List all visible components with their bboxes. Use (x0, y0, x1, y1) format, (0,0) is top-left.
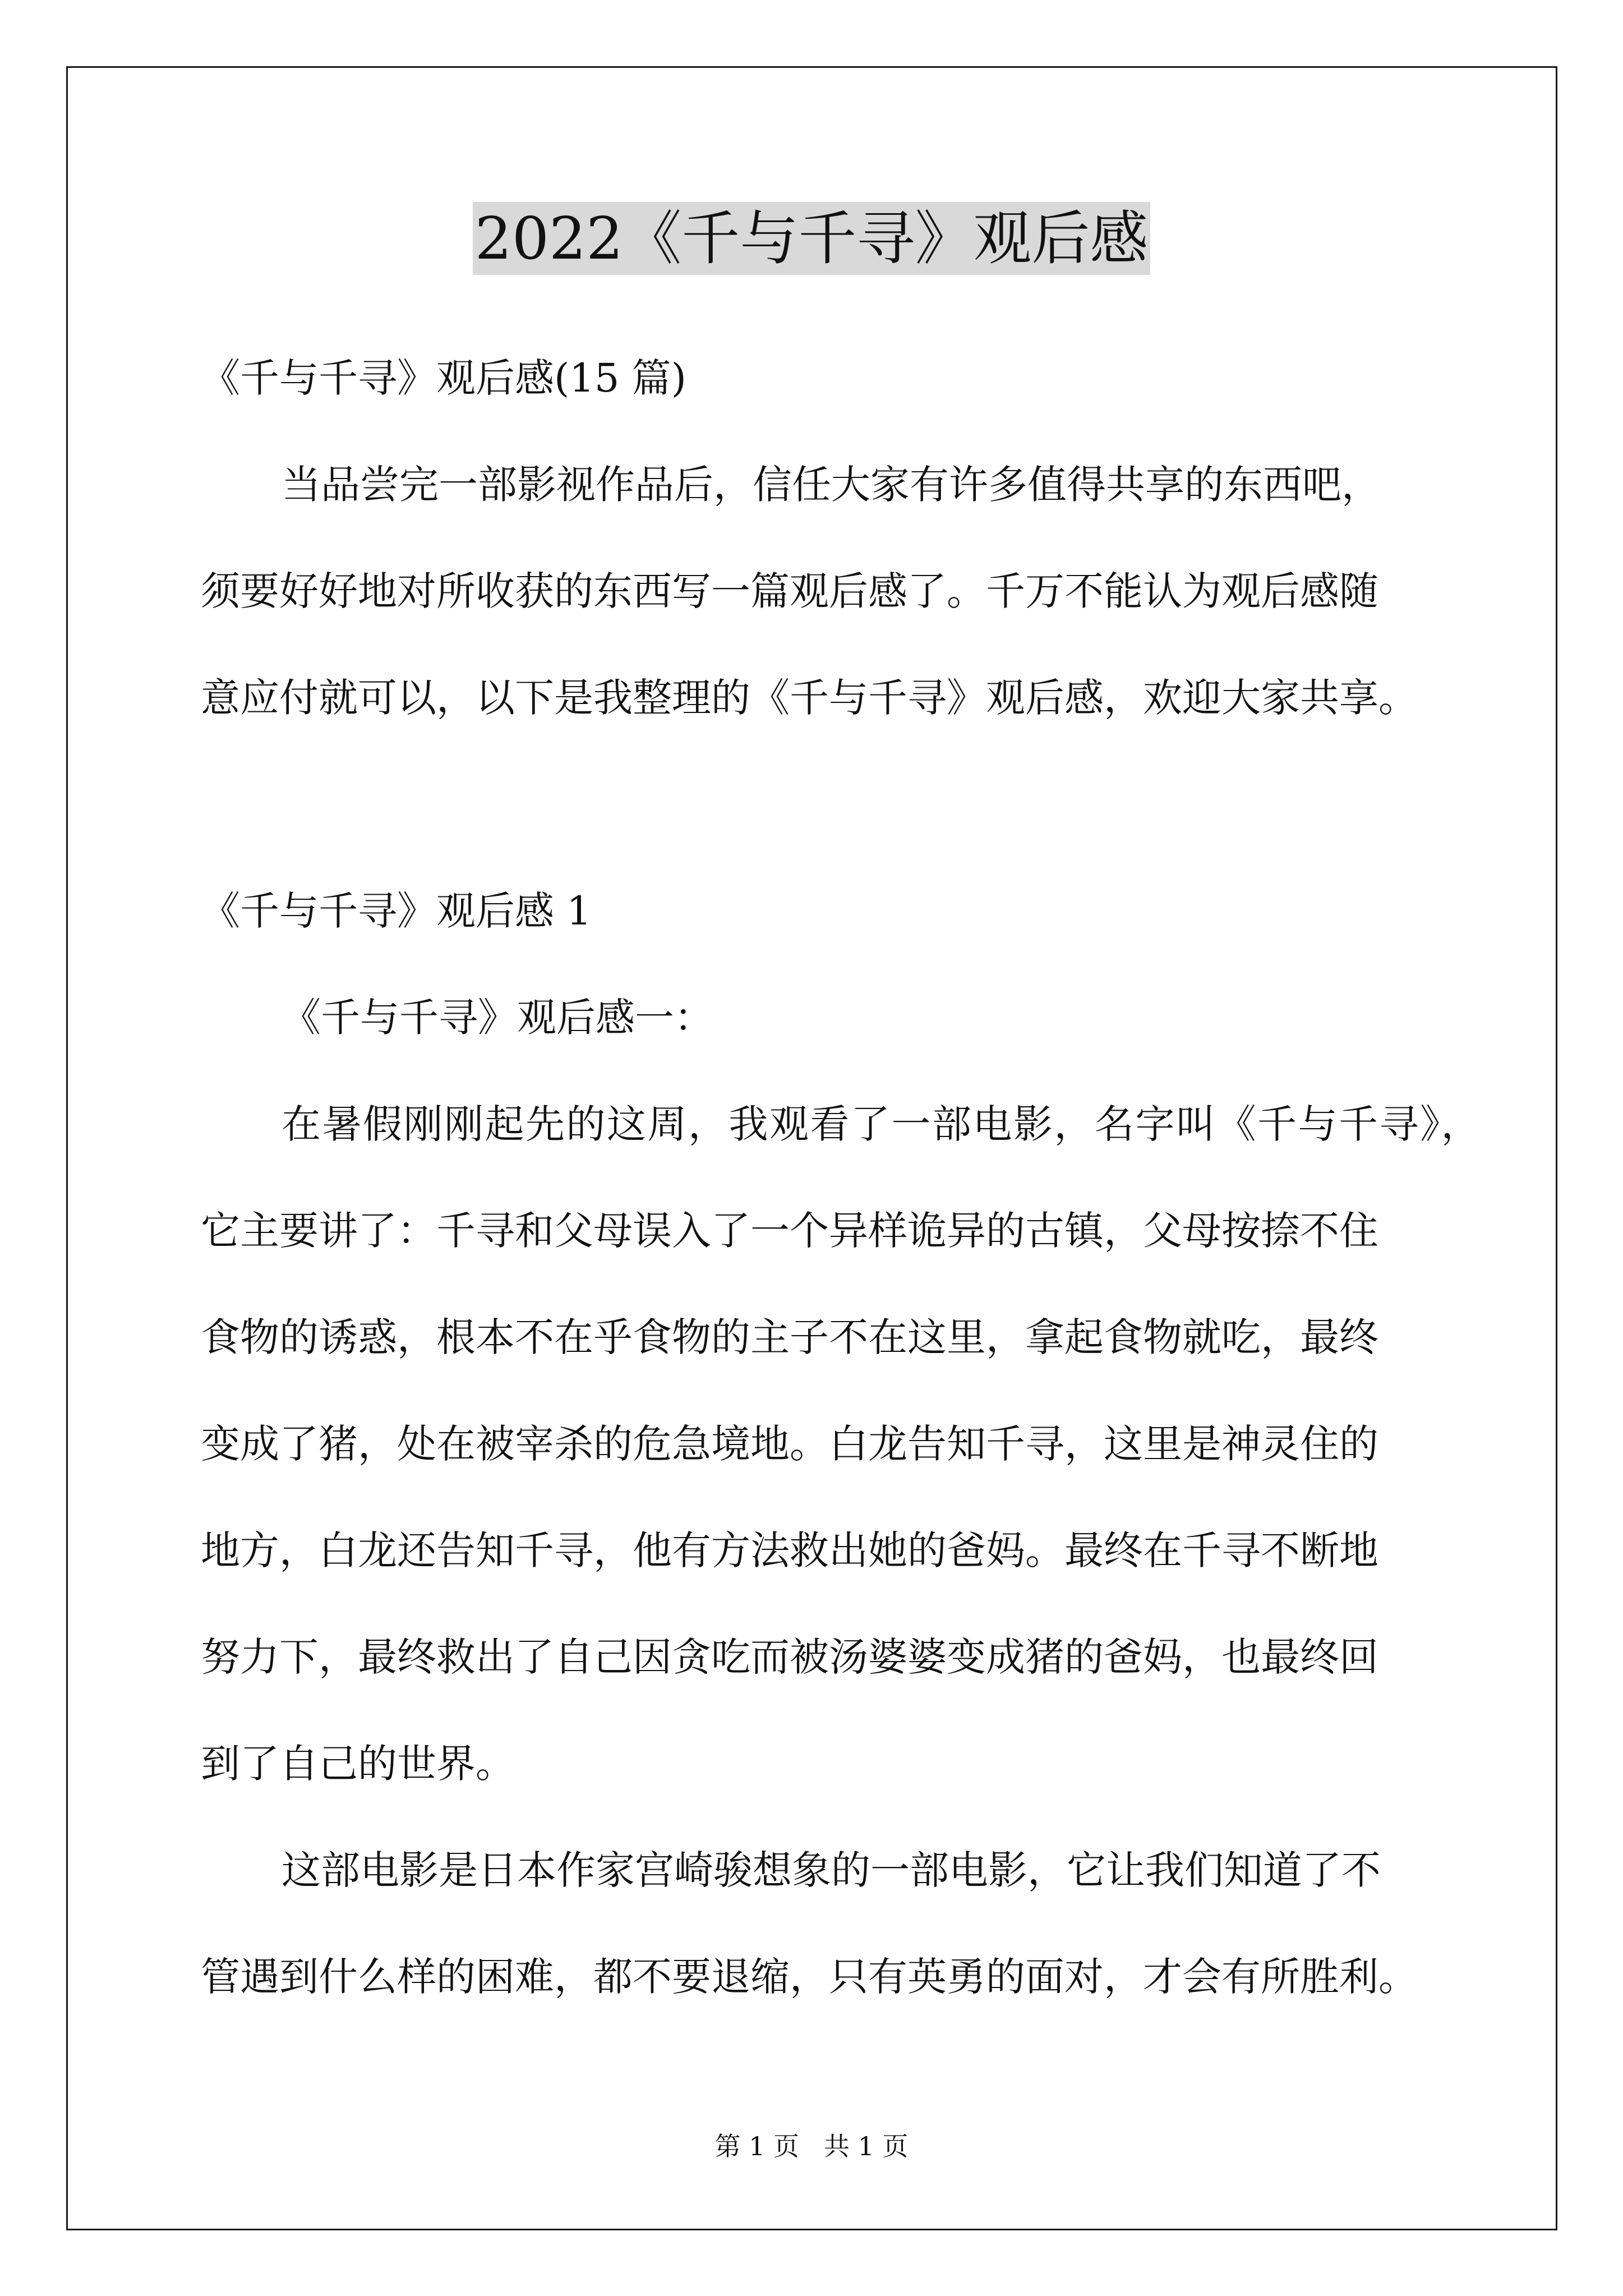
paragraph-line: 管遇到什么样的困难，都不要退缩，只有英勇的面对，才会有所胜利。 (201, 1954, 1418, 2000)
paragraph-line: 当品尝完一部影视作品后，信任大家有许多值得共享的东西吧， (282, 462, 1381, 508)
title-container (0, 202, 1623, 275)
document-body (201, 325, 1536, 2030)
essay-heading: 《千与千寻》观后感一： (282, 995, 713, 1041)
intro-paragraph (201, 431, 1536, 751)
paragraph-line: 它主要讲了：千寻和父母误入了一个异样诡异的古镇，父母按捺不住 (201, 1208, 1378, 1254)
page-footer: 第 1 页 共 1 页 (714, 2131, 909, 2161)
paragraph-line: 在暑假刚刚起先的这周，我观看了一部电影，名字叫《千与千寻》， (282, 1101, 1482, 1147)
collection-heading: 《千与千寻》观后感(15 篇) (201, 355, 686, 401)
paragraph-line: 食物的诱惑，根本不在乎食物的主子不在这里，拿起食物就吃，最终 (201, 1314, 1378, 1360)
paragraph-line: 到了自己的世界。 (201, 1741, 515, 1787)
essay-paragraph (201, 1071, 1536, 1817)
paragraph-line: 意应付就可以，以下是我整理的《千与千寻》观后感，欢迎大家共享。 (201, 675, 1418, 721)
paragraph-line: 须要好好地对所收获的东西写一篇观后感了。千万不能认为观后感随 (201, 568, 1378, 614)
section-heading: 《千与千寻》观后感 1 (201, 888, 592, 934)
paragraph-line: 这部电影是日本作家宫崎骏想象的一部电影，它让我们知道了不 (282, 1847, 1381, 1893)
paragraph-line: 变成了猪，处在被宰杀的危急境地。白龙告知千寻，这里是神灵住的 (201, 1421, 1378, 1467)
essay-paragraph (201, 1817, 1536, 2030)
document-title: 2022《千与千寻》观后感 (473, 202, 1151, 275)
paragraph-line: 地方，白龙还告知千寻，他有方法救出她的爸妈。最终在千寻不断地 (201, 1527, 1378, 1573)
blank-line (201, 751, 1536, 858)
paragraph-line: 努力下，最终救出了自己因贪吃而被汤婆婆变成猪的爸妈，也最终回 (201, 1634, 1378, 1680)
